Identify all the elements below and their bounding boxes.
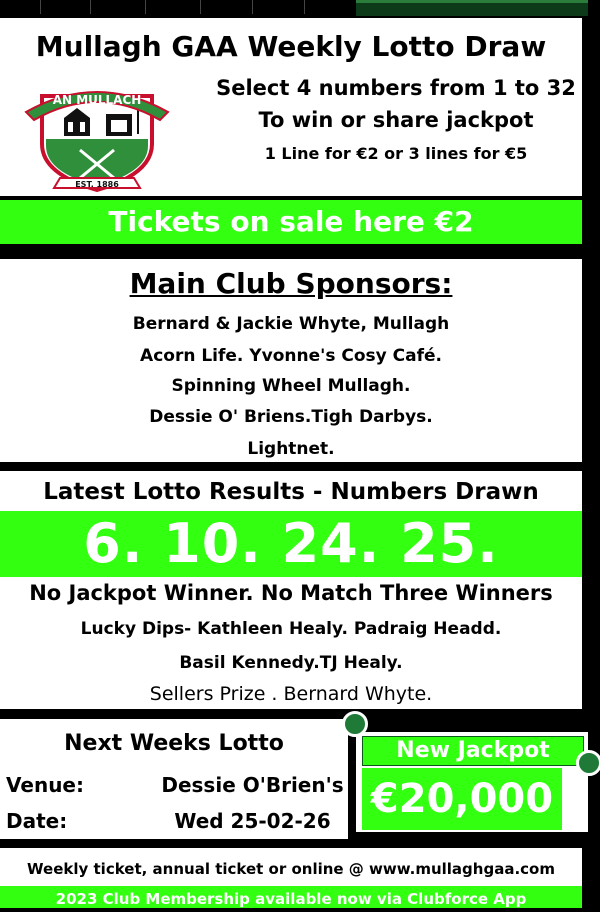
lotto-rule-line-1: Select 4 numbers from 1 to 32 (216, 76, 576, 100)
lucky-dips-line-2: Basil Kennedy.TJ Healy. (179, 653, 403, 673)
sellers-prize: Sellers Prize . Bernard Whyte. (149, 683, 433, 705)
lotto-rule-line-2: To win or share jackpot (258, 108, 534, 132)
top-strip-cell (145, 0, 201, 14)
club-crest (22, 74, 172, 194)
sponsors-panel (0, 259, 582, 462)
results-panel (0, 471, 582, 709)
right-border (582, 18, 600, 262)
top-strip-cell (90, 0, 146, 14)
next-week-title: Next Weeks Lotto (64, 731, 284, 756)
sponsor-line: Spinning Wheel Mullagh. (171, 376, 411, 396)
lotto-price-line: 1 Line for €2 or 3 lines for €5 (264, 144, 528, 163)
web-info: Weekly ticket, annual ticket or online @ www.mullaghgaa.com (27, 860, 555, 878)
date-label: Date: (6, 809, 68, 833)
footer-panel (0, 848, 582, 908)
drawn-numbers: 6. 10. 24. 25. (83, 512, 499, 575)
date-value: Wed 25-02-26 (174, 809, 331, 833)
jackpot-box (356, 732, 588, 832)
membership-banner (0, 886, 582, 908)
lotto-header-panel (0, 18, 582, 196)
venue-label: Venue: (6, 773, 84, 797)
sponsor-line: Bernard & Jackie Whyte, Mullagh (132, 314, 450, 334)
sponsor-line: Acorn Life. Yvonne's Cosy Café. (140, 346, 442, 366)
sponsors-title: Main Club Sponsors: (129, 267, 453, 300)
sponsor-line: Lightnet. (247, 439, 335, 459)
drawn-numbers-banner (0, 511, 582, 577)
membership-text: 2023 Club Membership available now via Clubforce App (55, 890, 527, 908)
jackpot-label: New Jackpot (396, 738, 550, 763)
top-strip-cell (0, 0, 41, 14)
jackpot-label-banner (362, 736, 584, 766)
next-week-panel (0, 719, 348, 839)
top-strip (0, 0, 600, 16)
decorative-dot-icon (342, 711, 368, 737)
tickets-banner-text: Tickets on sale here €2 (108, 205, 474, 238)
jackpot-winner-status: No Jackpot Winner. No Match Three Winners (29, 581, 553, 605)
decorative-dot-icon (576, 750, 600, 776)
jackpot-amount-banner (362, 768, 562, 830)
lotto-title: Mullagh GAA Weekly Lotto Draw (35, 30, 547, 63)
top-strip-cell (252, 0, 305, 14)
results-title: Latest Lotto Results - Numbers Drawn (43, 479, 539, 505)
top-strip-cell (200, 0, 253, 14)
venue-value: Dessie O'Brien's (161, 773, 344, 797)
jackpot-amount: €20,000 (370, 776, 554, 822)
sponsor-line: Dessie O' Briens.Tigh Darbys. (149, 407, 433, 427)
top-strip-green (356, 0, 588, 16)
lucky-dips-line-1: Lucky Dips- Kathleen Healy. Padraig Headd. (80, 619, 502, 639)
tickets-banner (0, 200, 582, 244)
top-strip-cell (40, 0, 91, 14)
svg-text:EST. 1886: EST. 1886 (75, 180, 119, 189)
svg-text:AN MULLACH: AN MULLACH (52, 93, 142, 107)
club-crest-icon (22, 74, 172, 194)
